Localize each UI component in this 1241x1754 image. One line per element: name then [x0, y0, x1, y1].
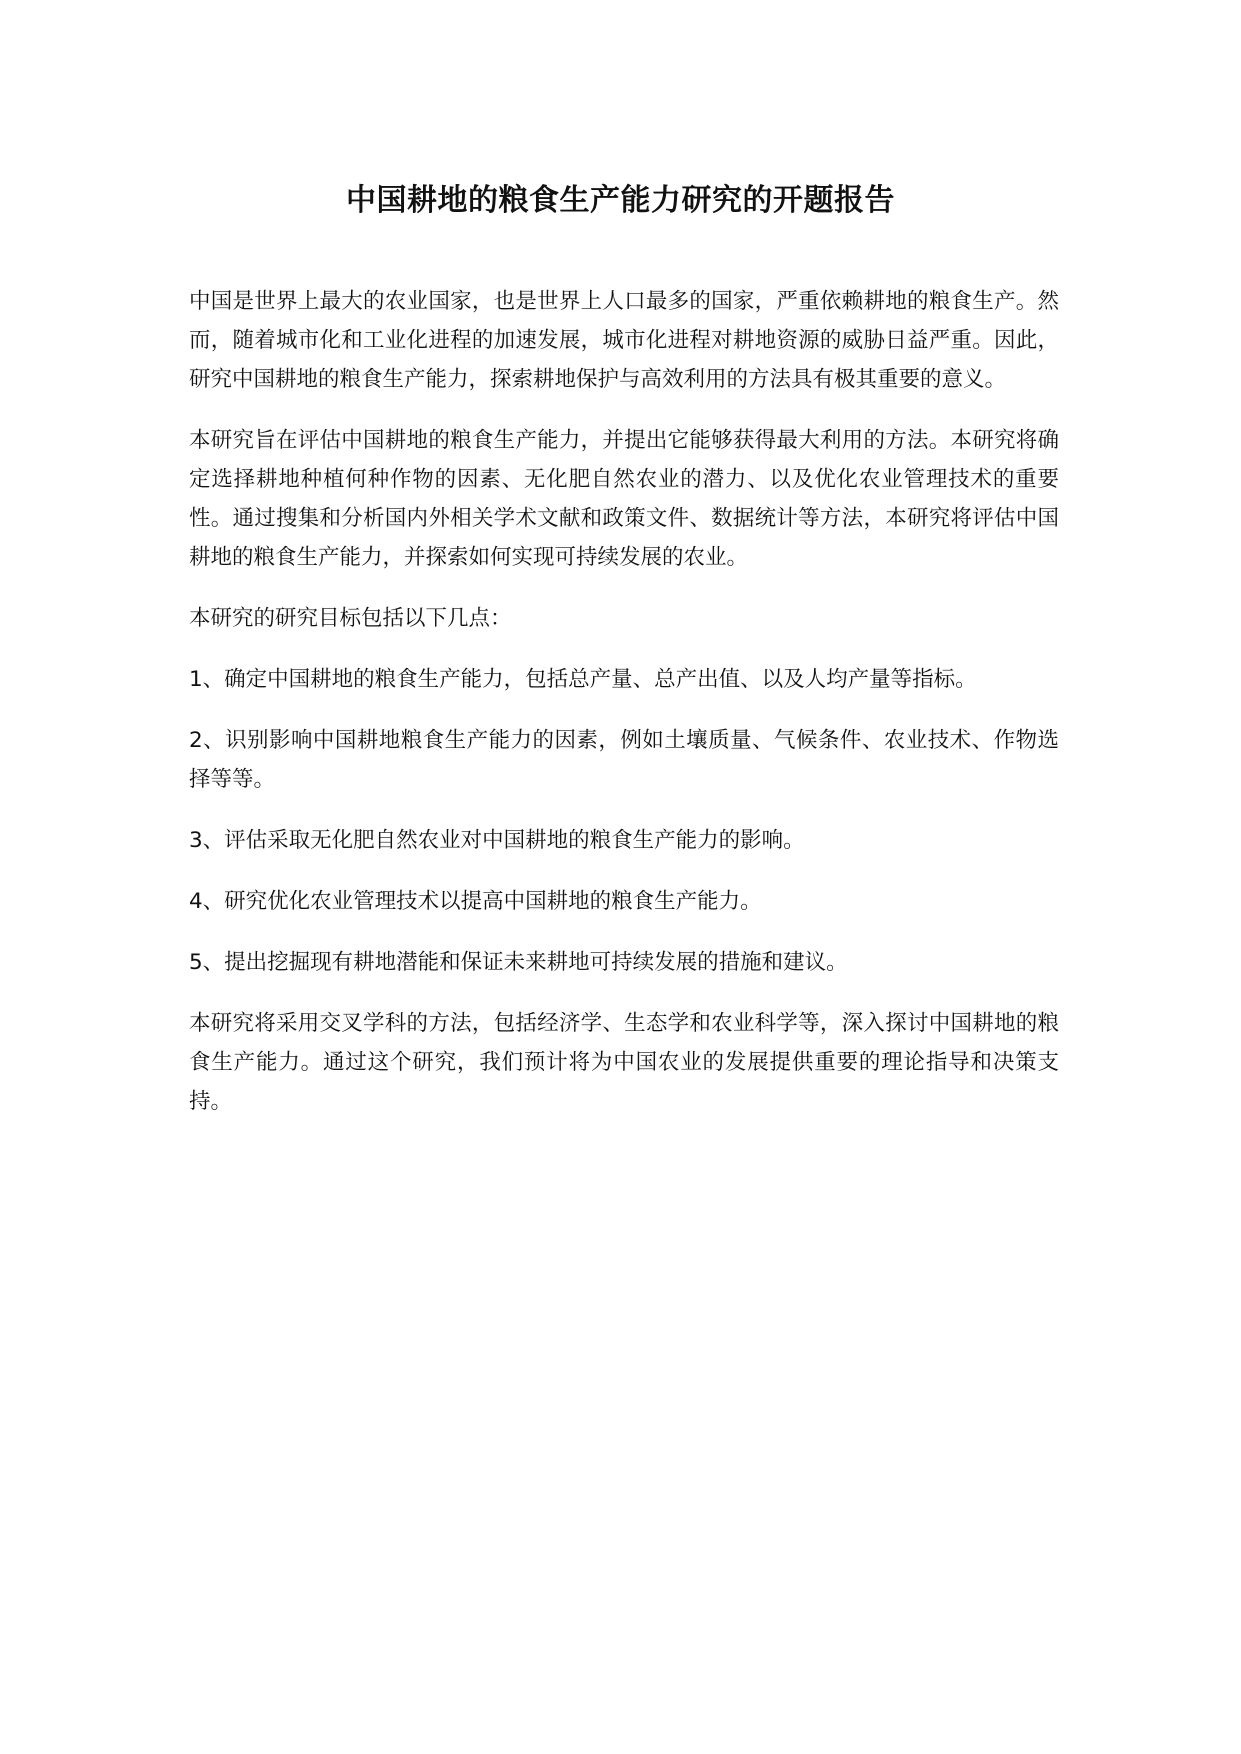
document-title: 中国耕地的粮食生产能力研究的开题报告	[346, 183, 895, 218]
goal-item-2: 2、识别影响中国耕地粮食生产能力的因素，例如土壤质量、气候条件、农业技术、作物选择等等。	[189, 728, 1059, 792]
goal-item-4: 4、研究优化农业管理技术以提高中国耕地的粮食生产能力。	[189, 889, 762, 914]
goal-item-5: 5、提出挖掘现有耕地潜能和保证未来耕地可持续发展的措施和建议。	[189, 950, 848, 975]
paragraph-intro: 中国是世界上最大的农业国家，也是世界上人口最多的国家，严重依赖耕地的粮食生产。然而，随着城市化和工业化进程的加速发展，城市化进程对耕地资源的威胁日益严重。因此，研究中国耕地的粮食生产能力，探索耕地保护与高效利用的方法具有极其重要的意义。	[189, 289, 1059, 392]
goal-item-3: 3、评估采取无化肥自然农业对中国耕地的粮食生产能力的影响。	[189, 828, 805, 853]
paragraph-method: 本研究将采用交叉学科的方法，包括经济学、生态学和农业科学等，深入探讨中国耕地的粮食生产能力。通过这个研究，我们预计将为中国农业的发展提供重要的理论指导和决策支持。	[189, 1011, 1059, 1114]
paragraph-purpose: 本研究旨在评估中国耕地的粮食生产能力，并提出它能够获得最大利用的方法。本研究将确定选择耕地种植何种作物的因素、无化肥自然农业的潜力、以及优化农业管理技术的重要性。通过搜集和分析国内外相关学术文献和政策文件、数据统计等方法，本研究将评估中国耕地的粮食生产能力，并探索如何实现可持续发展的农业。	[189, 428, 1059, 570]
paragraph-goals-lead: 本研究的研究目标包括以下几点：	[189, 606, 512, 631]
goal-item-1: 1、确定中国耕地的粮食生产能力，包括总产量、总产出值、以及人均产量等指标。	[189, 667, 977, 692]
document-body	[189, 282, 1059, 1143]
